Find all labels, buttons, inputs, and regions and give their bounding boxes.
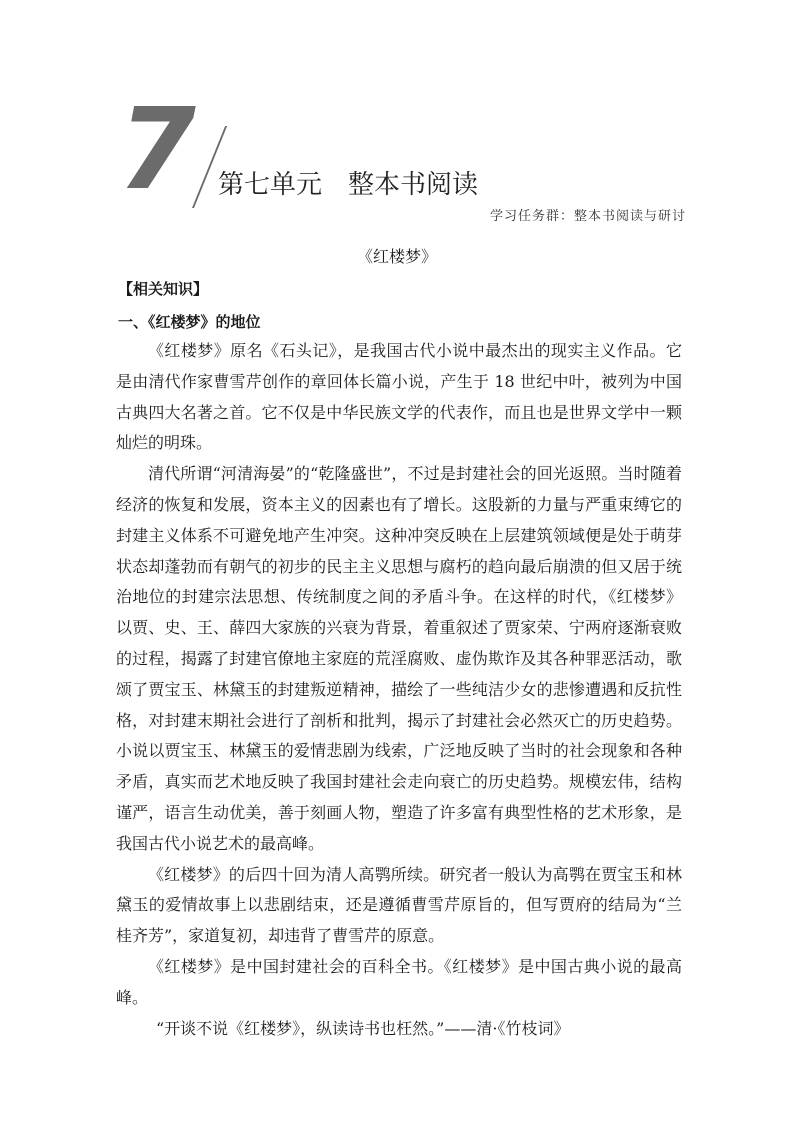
paragraph: 《红楼梦》是中国封建社会的百科全书。《红楼梦》是中国古典小说的最高峰。 xyxy=(116,956,682,1007)
body-text xyxy=(116,336,682,1044)
paragraph: 《红楼梦》的后四十回为清人高鹗所续。研究者一般认为高鹗在贾宝玉和林黛玉的爱情故事上以悲剧结束，还是遵循曹雪芹原旨的，但写贾府的结局为“兰桂齐芳”，家道复初，却违背了曹雪芹的原意。 xyxy=(116,864,682,946)
page-header xyxy=(118,85,698,228)
book-title: 《红楼梦》 xyxy=(356,247,437,266)
paragraph: 《红楼梦》原名《石头记》，是我国古代小说中最杰出的现实主义作品。它是由清代作家曹雪芹创作的章回体长篇小说，产生于 18 世纪中叶，被列为中国古典四大名著之首。它不仅是中华民族文学的代表作，而且也是世界文学中一颗灿烂的明珠。 xyxy=(116,341,682,453)
unit-title: 第七单元 整本书阅读 xyxy=(218,170,479,200)
related-knowledge-heading: 【相关知识】 xyxy=(118,280,209,298)
unit-number: 7 xyxy=(118,85,192,215)
status-section-heading: 一、《红楼梦》的地位 xyxy=(118,313,261,331)
quote: “开谈不说《红楼梦》，纵读诗书也枉然。”——清·《竹枝词》 xyxy=(156,1018,570,1038)
paragraph: 清代所谓“河清海晏”的“乾隆盛世”，不过是封建社会的回光返照。当时随着经济的恢复和发展，资本主义的因素也有了增长。这股新的力量与严重束缚它的封建主义体系不可避免地产生冲突。这种冲突反映在上层建筑领域便是处于萌芽状态却蓬勃而有朝气的初步的民主主义思想与腐朽的趋向最后崩溃的但又居于统治地位的封建宗法思想、传统制度之间的矛盾斗争。在这样的时代，《红楼梦》以贾、史、王、薛四大家族的兴衰为背景，着重叙述了贾家荣、宁两府逐渐衰败的过程，揭露了封建官僚地主家庭的荒淫腐败、虚伪欺诈及其各种罪恶活动，歌颂了贾宝玉、林黛玉的封建叛逆精神，描绘了一些纯洁少女的悲惨遭遇和反抗性格，对封建末期社会进行了剖析和批判，揭示了封建社会必然灭亡的历史趋势。小说以贾宝玉、林黛玉的爱情悲剧为线索，广泛地反映了当时的社会现象和各种矛盾，真实而艺术地反映了我国封建社会走向衰亡的历史趋势。规模宏伟，结构谨严，语言生动优美，善于刻画人物，塑造了许多富有典型性格的艺术形象，是我国古代小说艺术的最高峰。 xyxy=(116,464,682,853)
task-group-label: 学习任务群：整本书阅读与研讨 xyxy=(489,209,686,224)
